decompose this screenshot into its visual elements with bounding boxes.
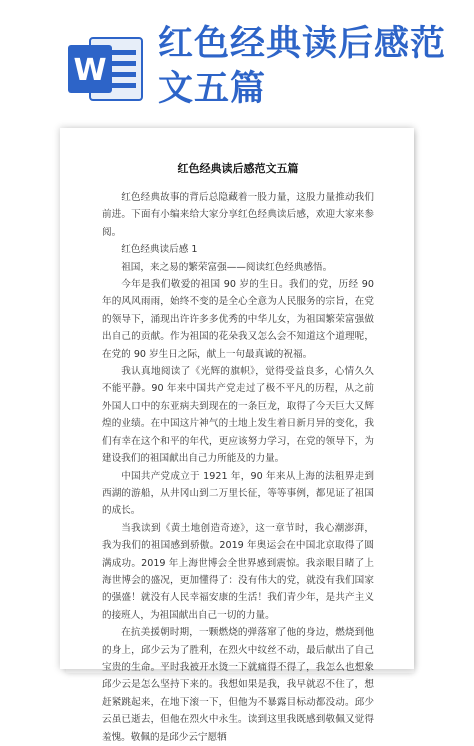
section-heading: 红色经典读后感 1 (121, 244, 198, 256)
body-paragraph: 当我读到《黄土地创造奇迹》，这一章节时，我心潮澎湃，我为我们的祖国感到骄傲。2019 年奥运会在中国北京取得了圆满成功。2019 年上海世博会全世界感到震惊。我亲眼目睹了上海世博会的盛况，更加懂得了：没有伟大的党，就没有我们国家的强盛！就没有人民幸福安康的生活！我们青少年，是共产主义的接班人，为祖国献出自己一切的力量。 (102, 522, 374, 621)
header-banner (0, 0, 474, 130)
body-paragraph: 在抗美援朝时期，一颗燃烧的弹落窜了他的身边，燃烧到他的身上，邱少云为了胜利，在烈火中纹丝不动，最后献出了自己宝贵的生命。平时我被开水烫一下就痛得不得了，我怎么也想象邱少云是怎么坚持下来的。我想如果是我，我早就忍不住了，想赶紧跳起来，在地下滚一下，但他为不暴露目标动都没动。邱少云虽已逝去，但他在烈火中永生。读到这里我既感到敬佩又觉得羞愧。敬佩的是邱少云宁愿牺 (102, 627, 374, 743)
subtitle-paragraph: 祖国，来之易的繁荣富强——阅读红色经典感悟。 (121, 261, 333, 273)
body-paragraph: 今年是我们敬爱的祖国 90 岁的生日。我们的党，历经 90 年的风风雨雨，始终不变的是全心全意为人民服务的宗旨，在党的领导下，涌现出许许多多优秀的中华儿女，为祖国繁荣富强做出自己的贡献。作为祖国的花朵我又怎么会不知道这个道理呢，在党的 90 岁生日之际，献上一句最真诚的祝福。 (102, 279, 374, 360)
body-paragraph: 中国共产党成立于 1921 年，90 年来从上海的法租界走到西湖的游船，从井冈山到二万里长征，等等事例，都见证了祖国的成长。 (102, 470, 374, 517)
document-preview (60, 128, 420, 743)
paragraph-intro: 红色经典故事的背后总隐藏着一股力量，这股力量推动我们前进。下面有小编来给大家分享红色经典读后感，欢迎大家来参阅。 (102, 192, 374, 238)
word-document-icon (68, 36, 144, 102)
document-title: 红色经典读后感范文五篇 (177, 162, 299, 175)
body-paragraph: 我认真地阅读了《光辉的旗帜》，觉得受益良多，心情久久不能平静。90 年来中国共产党走过了极不平凡的历程，从之前外国人口中的东亚病夫到现在的一条巨龙，取得了今天巨大又辉煌的业绩。在中国这片神气的土地上发生着日新月异的变化，我们有幸在这个和平的年代，更应该努力学习，在党的领导下，为建设我们的祖国献出自己力所能及的力量。 (102, 366, 374, 465)
word-logo-letter: W (73, 53, 107, 88)
banner-title: 红色经典读后感范文五篇 (158, 24, 447, 109)
document-page (60, 128, 414, 743)
